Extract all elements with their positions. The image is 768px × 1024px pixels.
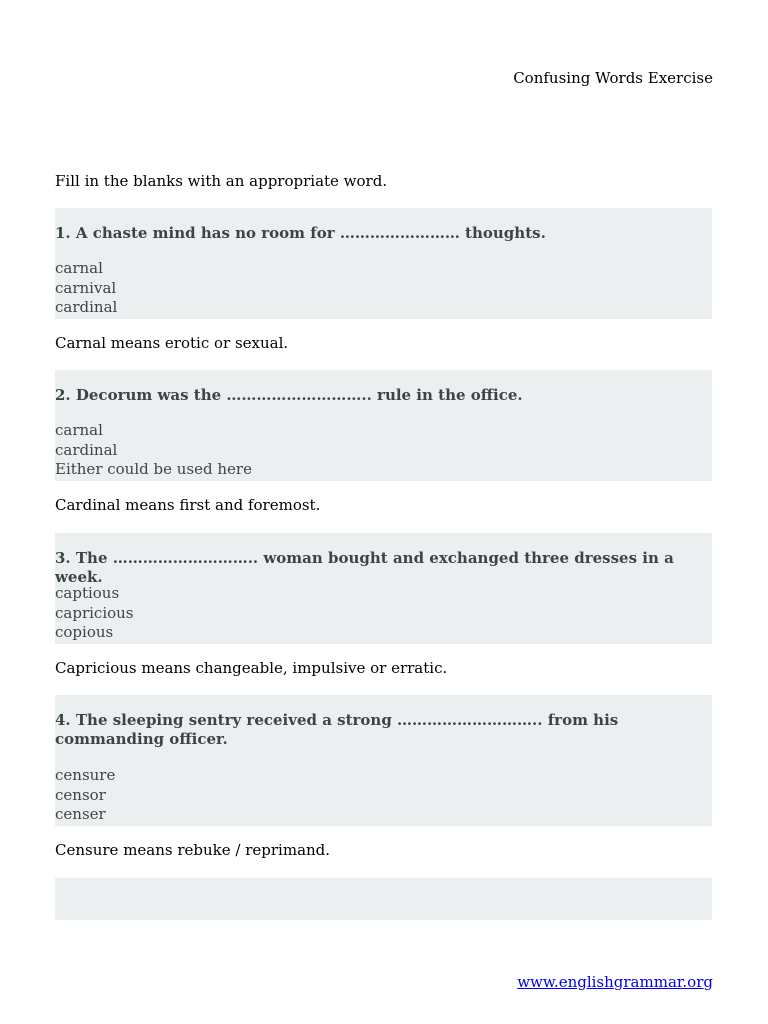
question-text: 1. A chaste mind has no room for …………………… thoughts.	[55, 224, 546, 242]
question-box-3	[55, 533, 712, 644]
option: carnal	[55, 421, 103, 439]
option-list	[55, 584, 134, 643]
option: censer	[55, 805, 106, 823]
answer-explanation: Censure means rebuke / reprimand.	[55, 841, 331, 859]
document-title: Confusing Words Exercise	[513, 69, 713, 87]
option: carnival	[55, 278, 117, 297]
question-box-1	[55, 208, 712, 319]
option: Either could be used here	[55, 460, 252, 478]
option-list	[55, 259, 117, 318]
option: capricious	[55, 603, 134, 622]
instructions: Fill in the blanks with an appropriate word.	[55, 172, 388, 190]
option: carnal	[55, 259, 103, 277]
option: captious	[55, 584, 120, 602]
answer-explanation: Cardinal means first and foremost.	[55, 496, 321, 514]
empty-box	[55, 878, 712, 920]
question-box-2	[55, 370, 712, 481]
option: copious	[55, 623, 114, 641]
option: censure	[55, 766, 116, 784]
question-text: 2. Decorum was the ……………………….. rule in the office.	[55, 386, 523, 404]
option: cardinal	[55, 440, 118, 459]
option-list	[55, 766, 115, 825]
option: cardinal	[55, 298, 118, 316]
question-box-4	[55, 695, 712, 826]
question-text: 4. The sleeping sentry received a strong ……………………….. from his commanding officer.	[55, 711, 619, 748]
question-text: 3. The ……………………….. woman bought and exchanged three dresses in a week.	[55, 549, 674, 586]
option: censor	[55, 785, 106, 804]
answer-explanation: Carnal means erotic or sexual.	[55, 334, 289, 352]
option-list	[55, 421, 252, 480]
footer-link[interactable]: www.englishgrammar.org	[517, 973, 713, 991]
answer-explanation: Capricious means changeable, impulsive or erratic.	[55, 659, 448, 677]
